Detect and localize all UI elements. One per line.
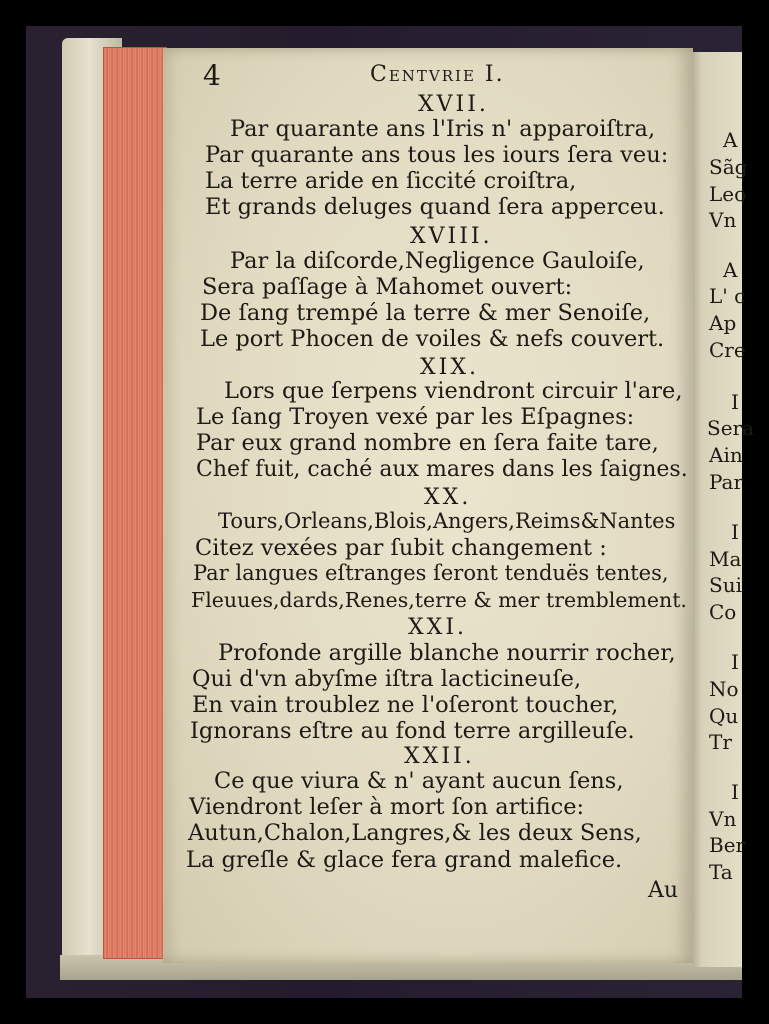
verse-line: Par quarante ans l'Iris n' apparoiſtra, bbox=[230, 116, 656, 142]
verse-line: Et grands deluges quand ſera apperceu. bbox=[205, 194, 665, 220]
verse-line: Ignorans eſtre au fond terre argilleuſe. bbox=[190, 718, 635, 744]
verse-line: Ce que viura & n' ayant aucun ſens, bbox=[214, 768, 624, 794]
quatrain-numeral: XXI. bbox=[408, 615, 468, 640]
facing-fragment: Co bbox=[709, 600, 737, 624]
red-page-edges bbox=[103, 47, 167, 959]
verse-line: De ſang trempé la terre & mer Senoiſe, bbox=[200, 300, 651, 326]
verse-line: Sera paſſage à Mahomet ouvert: bbox=[202, 274, 573, 300]
catchword: Au bbox=[648, 878, 679, 903]
verse-line: Par la diſcorde,Negligence Gauloiſe, bbox=[230, 248, 645, 274]
facing-fragment: I bbox=[731, 780, 739, 804]
verse-line: Le port Phocen de voiles & nefs couvert. bbox=[200, 326, 665, 352]
facing-fragment: Vn bbox=[709, 807, 737, 831]
verse-line: Viendront leſer à mort ſon artifice: bbox=[189, 794, 585, 820]
quatrain-numeral: XIX. bbox=[420, 355, 480, 380]
facing-fragment: Qu bbox=[709, 704, 739, 728]
facing-fragment: Ap bbox=[709, 311, 737, 335]
facing-fragment: Par bbox=[709, 470, 744, 494]
facing-fragment: Tr bbox=[709, 730, 732, 754]
facing-fragment: A bbox=[723, 258, 738, 282]
verse-line: Par eux grand nombre en ſera faite tare, bbox=[196, 430, 659, 456]
verse-line: Par langues eſtranges ſeront tenduës tentes, bbox=[193, 561, 669, 585]
verse-line: Fleuues,dards,Renes,terre & mer tremblement. bbox=[191, 588, 687, 612]
quatrain-numeral: XVII. bbox=[418, 92, 489, 117]
facing-fragment: Ma bbox=[709, 547, 742, 571]
quatrain-numeral: XVIII. bbox=[410, 224, 493, 249]
running-header: Centvrie I. bbox=[370, 62, 505, 87]
facing-fragment: Sui bbox=[709, 573, 742, 597]
facing-fragment: I bbox=[731, 520, 739, 544]
facing-fragment: Ta bbox=[709, 860, 733, 884]
verse-line: La greſle & glace fera grand malefice. bbox=[186, 847, 623, 873]
facing-fragment: A bbox=[723, 128, 738, 152]
verse-line: Profonde argille blanche nourrir rocher, bbox=[218, 640, 676, 666]
verse-line: En vain troublez ne l'oſeront toucher, bbox=[192, 692, 619, 718]
verse-line: La terre aride en ſiccité croiſtra, bbox=[205, 168, 577, 194]
facing-fragment: Vn bbox=[709, 208, 737, 232]
verse-line: Tours,Orleans,Blois,Angers,Reims&Nantes bbox=[218, 509, 676, 533]
facing-fragment: I bbox=[731, 390, 739, 414]
facing-fragment: Ain bbox=[709, 443, 743, 467]
verse-line: Chef fuit, caché aux mares dans les ſaignes. bbox=[196, 456, 688, 482]
facing-fragment: No bbox=[709, 677, 739, 701]
facing-fragment: Cre bbox=[709, 338, 746, 362]
verse-line: Lors que ſerpens viendront circuir l'are, bbox=[224, 378, 683, 404]
page-number: 4 bbox=[203, 59, 221, 92]
facing-fragment: Sera bbox=[707, 416, 755, 440]
verse-line: Citez vexées par ſubit changement : bbox=[195, 535, 607, 561]
facing-page bbox=[693, 52, 755, 967]
facing-fragment: Sãg bbox=[709, 155, 748, 179]
quatrain-numeral: XXII. bbox=[404, 744, 475, 769]
verse-line: Autun,Chalon,Langres,& les deux Sens, bbox=[188, 820, 642, 846]
verse-line: Par quarante ans tous les iours ſera veu: bbox=[205, 142, 669, 168]
facing-fragment: Leo bbox=[709, 182, 747, 206]
quatrain-numeral: XX. bbox=[424, 485, 472, 510]
facing-fragment: Ber bbox=[709, 833, 746, 857]
verse-line: Le ſang Troyen vexé par les Eſpagnes: bbox=[196, 404, 635, 430]
verse-line: Qui d'vn abyſme iſtra lacticineuſe, bbox=[192, 666, 582, 692]
facing-fragment: I bbox=[731, 650, 739, 674]
facing-fragment: L' c bbox=[709, 284, 746, 308]
